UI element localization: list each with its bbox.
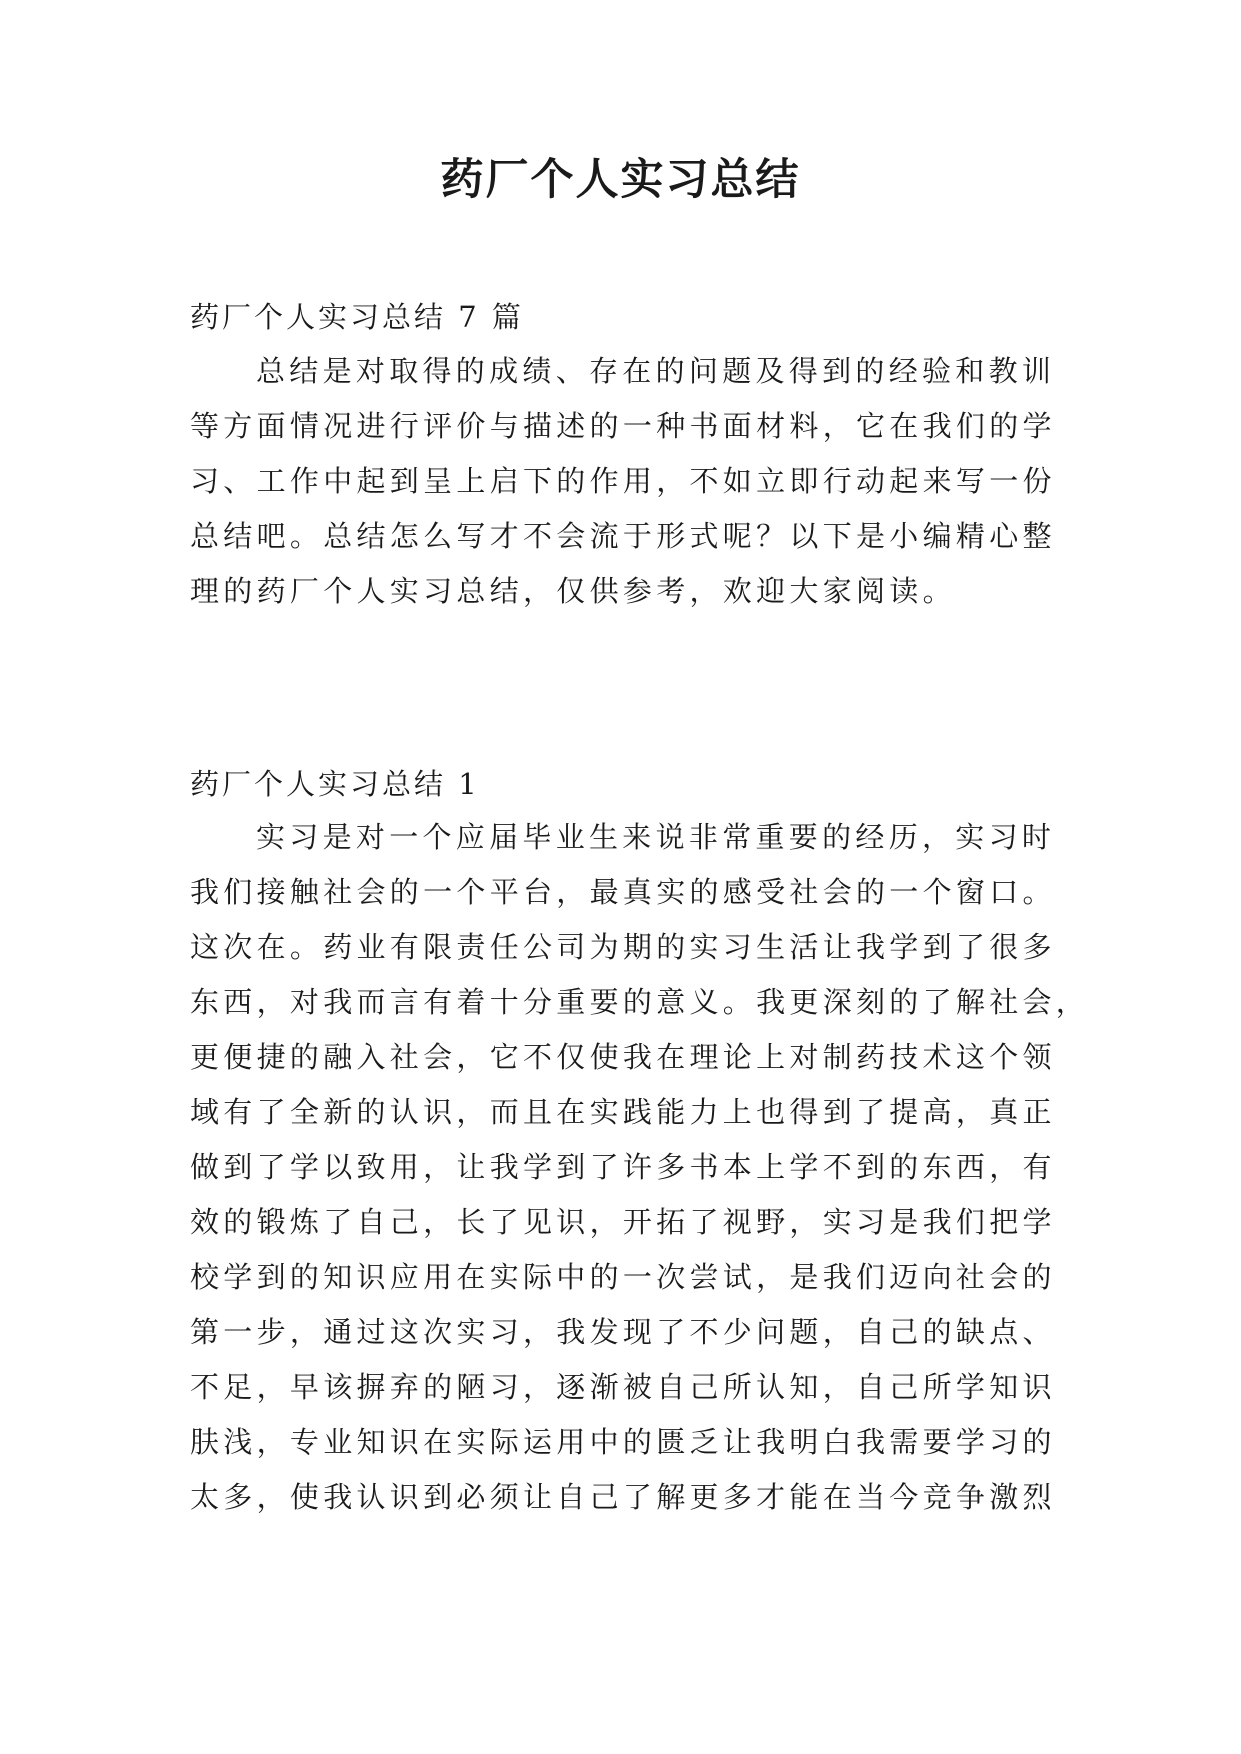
section-1-line: 不足，早该摒弃的陋习，逐渐被自己所认知，自己所学知识 (190, 1370, 1056, 1404)
section-1-line: 我们接触社会的一个平台，最真实的感受社会的一个窗口。 (190, 875, 1056, 909)
document-title: 药厂个人实习总结 (440, 155, 801, 205)
section-1-line: 更便捷的融入社会，它不仅使我在理论上对制药技术这个领 (190, 1040, 1056, 1074)
section-1-line: 效的锻炼了自己，长了见识，开拓了视野，实习是我们把学 (190, 1205, 1056, 1239)
section-1-line: 第一步，通过这次实习，我发现了不少问题，自己的缺点、 (190, 1315, 1056, 1349)
section-1-line: 域有了全新的认识，而且在实践能力上也得到了提高，真正 (190, 1095, 1056, 1129)
intro-line: 总结吧。总结怎么写才不会流于形式呢？以下是小编精心整 (190, 519, 1056, 553)
section-1-line: 肤浅，专业知识在实际运用中的匮乏让我明白我需要学习的 (190, 1425, 1056, 1459)
section-1-heading: 药厂个人实习总结 1 (190, 767, 480, 801)
section-1-line: 实习是对一个应届毕业生来说非常重要的经历，实习时 (256, 820, 1056, 854)
section-1-line: 校学到的知识应用在实际中的一次尝试，是我们迈向社会的 (190, 1260, 1056, 1294)
section-1-line: 东西，对我而言有着十分重要的意义。我更深刻的了解社会， (190, 985, 1090, 1019)
intro-line: 等方面情况进行评价与描述的一种书面材料，它在我们的学 (190, 409, 1056, 443)
intro-line: 总结是对取得的成绩、存在的问题及得到的经验和教训 (256, 354, 1056, 388)
section-1-line: 太多，使我认识到必须让自己了解更多才能在当今竞争激烈 (190, 1480, 1056, 1514)
section-1-line: 这次在。药业有限责任公司为期的实习生活让我学到了很多 (190, 930, 1056, 964)
intro-heading: 药厂个人实习总结 7 篇 (190, 300, 524, 334)
intro-line: 理的药厂个人实习总结，仅供参考，欢迎大家阅读。 (190, 574, 956, 608)
section-1-paragraph (190, 810, 1090, 1525)
section-1-line: 做到了学以致用，让我学到了许多书本上学不到的东西，有 (190, 1150, 1056, 1184)
intro-line: 习、工作中起到呈上启下的作用，不如立即行动起来写一份 (190, 464, 1056, 498)
intro-paragraph (190, 344, 1070, 619)
